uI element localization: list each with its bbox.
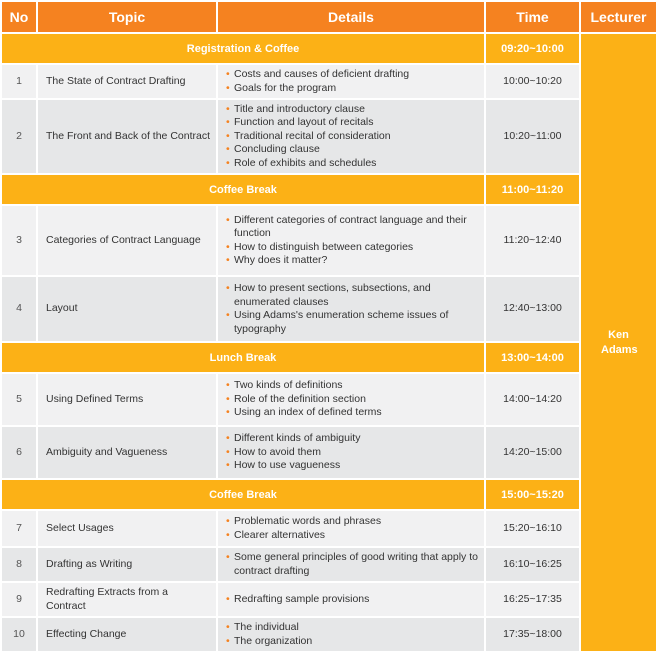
detail-item: • Goals for the program: [226, 82, 478, 96]
detail-item: • Title and introductory clause: [226, 103, 478, 117]
session-row: [1, 373, 656, 426]
break-row: [1, 479, 656, 510]
detail-item: • How to avoid them: [226, 446, 478, 460]
detail-item: • Role of the definition section: [226, 393, 478, 407]
session-number: 2: [1, 99, 37, 174]
session-number: 3: [1, 205, 37, 276]
detail-item: • Different kinds of ambiguity: [226, 432, 478, 446]
detail-item: • How to use vagueness: [226, 459, 478, 473]
session-time: 14:00~14:20: [485, 373, 580, 426]
break-time: 15:00~15:20: [485, 479, 580, 510]
session-time: 10:00~10:20: [485, 64, 580, 99]
detail-item: • Different categories of contract language and their function: [226, 214, 478, 241]
detail-item: • Using an index of defined terms: [226, 406, 478, 420]
detail-item: • Traditional recital of consideration: [226, 130, 478, 144]
session-number: 10: [1, 617, 37, 652]
header-row: [1, 1, 656, 33]
session-details: [217, 510, 485, 547]
session-time: 16:25~17:35: [485, 582, 580, 617]
session-topic: Effecting Change: [37, 617, 217, 652]
session-details: [217, 373, 485, 426]
session-row: [1, 64, 656, 99]
session-time: 10:20~11:00: [485, 99, 580, 174]
session-details: [217, 205, 485, 276]
detail-item: • Function and layout of recitals: [226, 116, 478, 130]
detail-item: • Using Adams's enumeration scheme issues of typography: [226, 309, 478, 336]
session-topic: Select Usages: [37, 510, 217, 547]
session-number: 4: [1, 276, 37, 342]
session-details: [217, 582, 485, 617]
details-list: [226, 432, 478, 473]
detail-item: • Clearer alternatives: [226, 529, 478, 543]
break-time: 13:00~14:00: [485, 342, 580, 373]
session-time: 16:10~16:25: [485, 547, 580, 582]
session-topic: The Front and Back of the Contract: [37, 99, 217, 174]
detail-item: • Role of exhibits and schedules: [226, 157, 478, 171]
session-row: [1, 276, 656, 342]
session-details: [217, 276, 485, 342]
details-list: [226, 515, 478, 542]
detail-item: • How to distinguish between categories: [226, 241, 478, 255]
header-details: Details: [217, 1, 485, 33]
session-number: 5: [1, 373, 37, 426]
details-list: [226, 379, 478, 420]
lecturer-name: Ken Adams: [580, 33, 656, 652]
session-row: [1, 510, 656, 547]
session-number: 6: [1, 426, 37, 479]
header-lecturer: Lecturer: [580, 1, 656, 33]
break-row: [1, 174, 656, 205]
details-list: [226, 593, 478, 607]
session-topic: The State of Contract Drafting: [37, 64, 217, 99]
session-topic: Using Defined Terms: [37, 373, 217, 426]
break-label: Lunch Break: [1, 342, 485, 373]
details-list: [226, 282, 478, 336]
session-topic: Categories of Contract Language: [37, 205, 217, 276]
session-row: [1, 547, 656, 582]
session-number: 9: [1, 582, 37, 617]
break-label: Coffee Break: [1, 479, 485, 510]
details-list: [226, 214, 478, 268]
details-list: [226, 621, 478, 648]
session-number: 8: [1, 547, 37, 582]
detail-item: • How to present sections, subsections, and enumerated clauses: [226, 282, 478, 309]
detail-item: • The individual: [226, 621, 478, 635]
session-row: [1, 426, 656, 479]
session-number: 7: [1, 510, 37, 547]
details-list: [226, 68, 478, 95]
session-time: 11:20~12:40: [485, 205, 580, 276]
session-details: [217, 617, 485, 652]
header-no: No: [1, 1, 37, 33]
detail-item: • Why does it matter?: [226, 254, 478, 268]
break-row: [1, 342, 656, 373]
session-row: [1, 205, 656, 276]
session-row: [1, 617, 656, 652]
details-list: [226, 551, 478, 578]
session-topic: Ambiguity and Vagueness: [37, 426, 217, 479]
session-time: 15:20~16:10: [485, 510, 580, 547]
header-time: Time: [485, 1, 580, 33]
detail-item: • Problematic words and phrases: [226, 515, 478, 529]
break-label: Registration & Coffee: [1, 33, 485, 64]
session-time: 14:20~15:00: [485, 426, 580, 479]
details-list: [226, 103, 478, 171]
session-topic: Drafting as Writing: [37, 547, 217, 582]
session-details: [217, 547, 485, 582]
break-time: 11:00~11:20: [485, 174, 580, 205]
schedule-body: [1, 33, 656, 652]
session-row: [1, 582, 656, 617]
session-details: [217, 64, 485, 99]
session-number: 1: [1, 64, 37, 99]
session-details: [217, 99, 485, 174]
break-label: Coffee Break: [1, 174, 485, 205]
detail-item: • Redrafting sample provisions: [226, 593, 478, 607]
session-time: 17:35~18:00: [485, 617, 580, 652]
session-details: [217, 426, 485, 479]
session-topic: Layout: [37, 276, 217, 342]
detail-item: • Concluding clause: [226, 143, 478, 157]
break-time: 09:20~10:00: [485, 33, 580, 64]
detail-item: • The organization: [226, 635, 478, 649]
break-row: [1, 33, 656, 64]
session-row: [1, 99, 656, 174]
session-time: 12:40~13:00: [485, 276, 580, 342]
header-topic: Topic: [37, 1, 217, 33]
detail-item: • Some general principles of good writing that apply to contract drafting: [226, 551, 478, 578]
detail-item: • Two kinds of definitions: [226, 379, 478, 393]
session-topic: Redrafting Extracts from a Contract: [37, 582, 217, 617]
detail-item: • Costs and causes of deficient drafting: [226, 68, 478, 82]
